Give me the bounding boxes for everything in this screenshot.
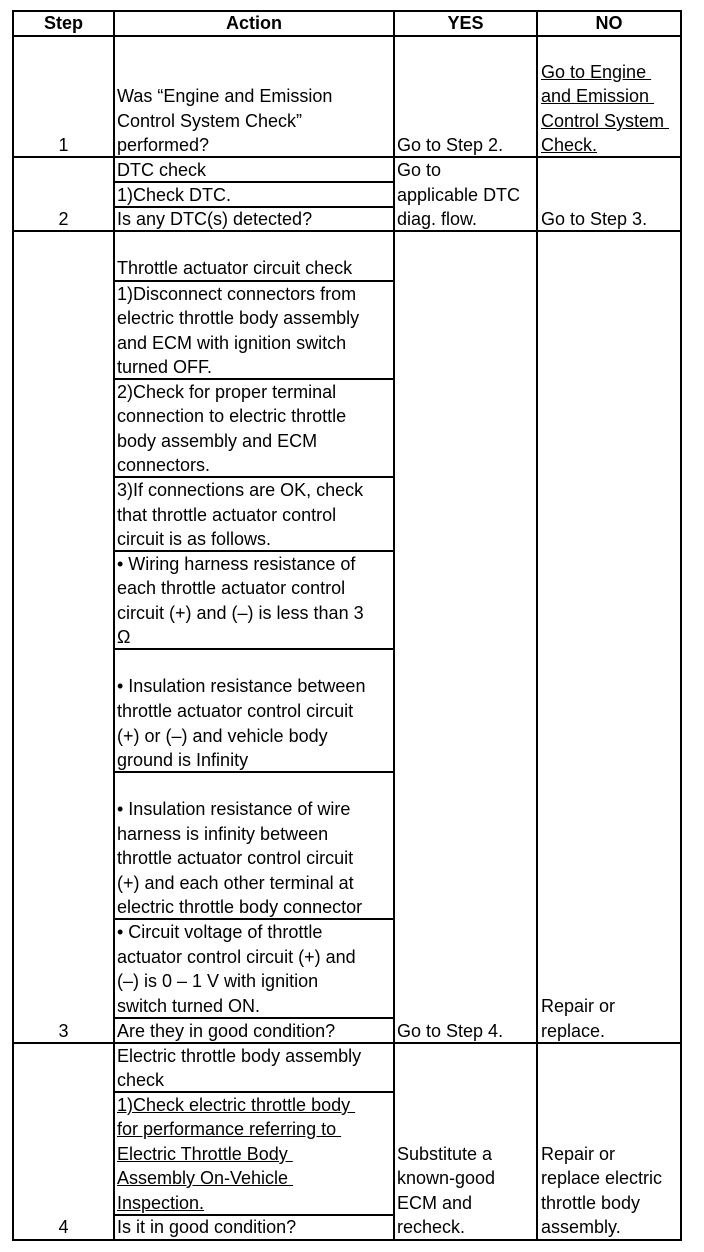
- action-link-line[interactable]: Inspection.: [117, 1193, 205, 1213]
- action-line: turned OFF.: [117, 357, 213, 377]
- action-line: 1)Disconnect connectors from: [117, 284, 357, 304]
- yes-text: known-good: [397, 1168, 496, 1188]
- yes-text: diag. flow.: [397, 209, 478, 229]
- step-number: 4: [58, 1217, 69, 1237]
- action-line: throttle actuator control circuit: [117, 701, 354, 721]
- yes-text: Go to Step 4.: [397, 1021, 504, 1041]
- action-line: Control System Check”: [117, 111, 303, 131]
- action-line: Is any DTC(s) detected?: [117, 209, 313, 229]
- action-line: switch turned ON.: [117, 996, 261, 1016]
- yes-text: Go to: [397, 160, 442, 180]
- no-text: Repair or: [541, 996, 616, 1016]
- action-line: Is it in good condition?: [117, 1217, 297, 1237]
- action-line: connection to electric throttle: [117, 406, 347, 426]
- action-line: each throttle actuator control: [117, 578, 346, 598]
- action-line: (–) is 0 – 1 V with ignition: [117, 971, 319, 991]
- column-divider: [536, 10, 538, 1241]
- header-step: Step: [43, 13, 83, 33]
- action-line: Was “Engine and Emission: [117, 86, 333, 106]
- action-line: DTC check: [117, 160, 207, 180]
- no-link-line[interactable]: and Emission: [541, 86, 655, 106]
- header-no: NO: [595, 13, 623, 33]
- action-line: performed?: [117, 135, 210, 155]
- no-link-line[interactable]: Check.: [541, 135, 598, 155]
- action-line: 1)Check DTC.: [117, 185, 232, 205]
- action-line: • Wiring harness resistance of: [117, 554, 356, 574]
- action-line: that throttle actuator control: [117, 505, 337, 525]
- yes-text: Substitute a: [397, 1144, 493, 1164]
- action-line: ground is Infinity: [117, 750, 249, 770]
- no-text: assembly.: [541, 1217, 621, 1237]
- action-line: actuator control circuit (+) and: [117, 947, 356, 967]
- action-line: harness is infinity between: [117, 824, 329, 844]
- yes-text: applicable DTC: [397, 185, 521, 205]
- action-line: Ω: [117, 627, 131, 647]
- action-line: electric throttle body connector: [117, 897, 363, 917]
- step-number: 2: [58, 209, 69, 229]
- action-line: (+) and each other terminal at: [117, 873, 354, 893]
- action-line: • Insulation resistance of wire: [117, 799, 351, 819]
- action-link-line[interactable]: Electric Throttle Body: [117, 1144, 293, 1164]
- no-text: Repair or: [541, 1144, 616, 1164]
- action-line: body assembly and ECM: [117, 431, 318, 451]
- header-action: Action: [226, 13, 282, 33]
- action-line: circuit (+) and (–) is less than 3: [117, 603, 364, 623]
- action-subdivider: [113, 648, 393, 650]
- no-text: throttle body: [541, 1193, 641, 1213]
- action-line: electric throttle body assembly: [117, 308, 360, 328]
- action-link-line[interactable]: Assembly On-Vehicle: [117, 1168, 294, 1188]
- column-divider: [113, 10, 115, 1241]
- yes-text: Go to Step 2.: [397, 135, 504, 155]
- action-link-line[interactable]: for performance referring to: [117, 1119, 342, 1139]
- action-line: Are they in good condition?: [117, 1021, 336, 1041]
- action-line: • Insulation resistance between: [117, 676, 366, 696]
- step-number: 1: [58, 135, 69, 155]
- action-line: (+) or (–) and vehicle body: [117, 726, 328, 746]
- step-number: 3: [58, 1021, 69, 1041]
- action-line: connectors.: [117, 455, 211, 475]
- action-line: Electric throttle body assembly: [117, 1046, 362, 1066]
- no-text: replace electric: [541, 1168, 663, 1188]
- yes-text: ECM and: [397, 1193, 473, 1213]
- action-line: 3)If connections are OK, check: [117, 480, 364, 500]
- no-link-line[interactable]: Control System: [541, 111, 670, 131]
- no-text: Go to Step 3.: [541, 209, 648, 229]
- yes-text: recheck.: [397, 1217, 466, 1237]
- action-link-line[interactable]: 1)Check electric throttle body: [117, 1095, 356, 1115]
- column-divider: [393, 10, 395, 1241]
- action-line: check: [117, 1070, 165, 1090]
- header-yes: YES: [447, 13, 484, 33]
- action-line: circuit is as follows.: [117, 529, 272, 549]
- action-line: Throttle actuator circuit check: [117, 258, 353, 278]
- action-line: and ECM with ignition switch: [117, 333, 347, 353]
- no-text: replace.: [541, 1021, 606, 1041]
- action-line: • Circuit voltage of throttle: [117, 922, 323, 942]
- action-line: 2)Check for proper terminal: [117, 382, 337, 402]
- no-link-line[interactable]: Go to Engine: [541, 62, 652, 82]
- action-line: throttle actuator control circuit: [117, 848, 354, 868]
